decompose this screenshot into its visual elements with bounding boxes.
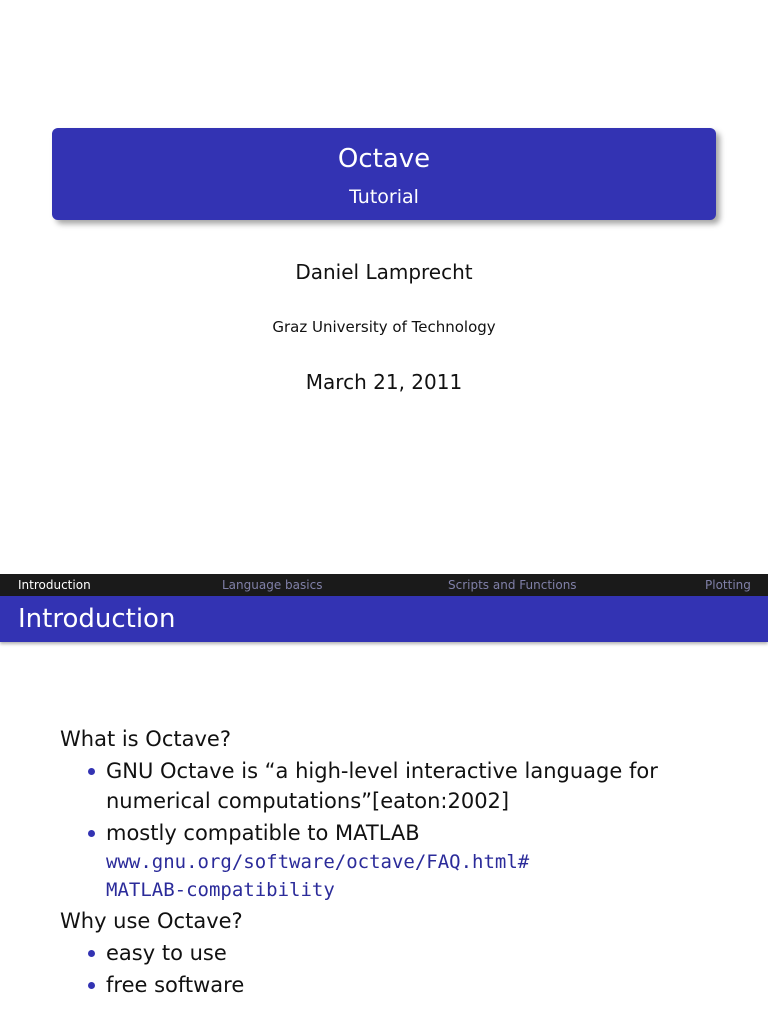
presentation-title: Octave xyxy=(337,144,431,174)
list-item xyxy=(86,818,740,904)
nav-introduction[interactable]: Introduction xyxy=(18,578,91,592)
nav-language-basics[interactable]: Language basics xyxy=(222,578,323,592)
frame-title-bar xyxy=(0,596,768,642)
title-box xyxy=(52,128,716,220)
slide-content xyxy=(60,724,740,1002)
nav-plotting[interactable]: Plotting xyxy=(705,578,751,592)
faq-link-line1[interactable]: www.gnu.org/software/octave/FAQ.html# xyxy=(106,851,530,873)
nav-scripts-functions[interactable]: Scripts and Functions xyxy=(448,578,577,592)
section-navbar xyxy=(0,574,768,596)
date: March 21, 2011 xyxy=(305,370,463,394)
list-item: easy to use xyxy=(86,938,740,968)
faq-link-line2[interactable]: MATLAB-compatibility xyxy=(106,879,335,901)
list-item: GNU Octave is “a high-level interactive language for numerical computations”[eaton:2002] xyxy=(86,756,740,816)
institute: Graz University of Technology xyxy=(272,318,496,336)
introduction-slide xyxy=(0,574,768,1024)
what-list xyxy=(60,756,740,904)
list-item-text: mostly compatible to MATLAB xyxy=(106,821,420,845)
author: Daniel Lamprecht xyxy=(295,260,473,284)
list-item: free software xyxy=(86,970,740,1000)
why-list xyxy=(60,938,740,1000)
question-what: What is Octave? xyxy=(60,727,231,751)
frame-title: Introduction xyxy=(18,604,176,634)
question-why: Why use Octave? xyxy=(60,909,243,933)
presentation-subtitle: Tutorial xyxy=(349,186,419,208)
